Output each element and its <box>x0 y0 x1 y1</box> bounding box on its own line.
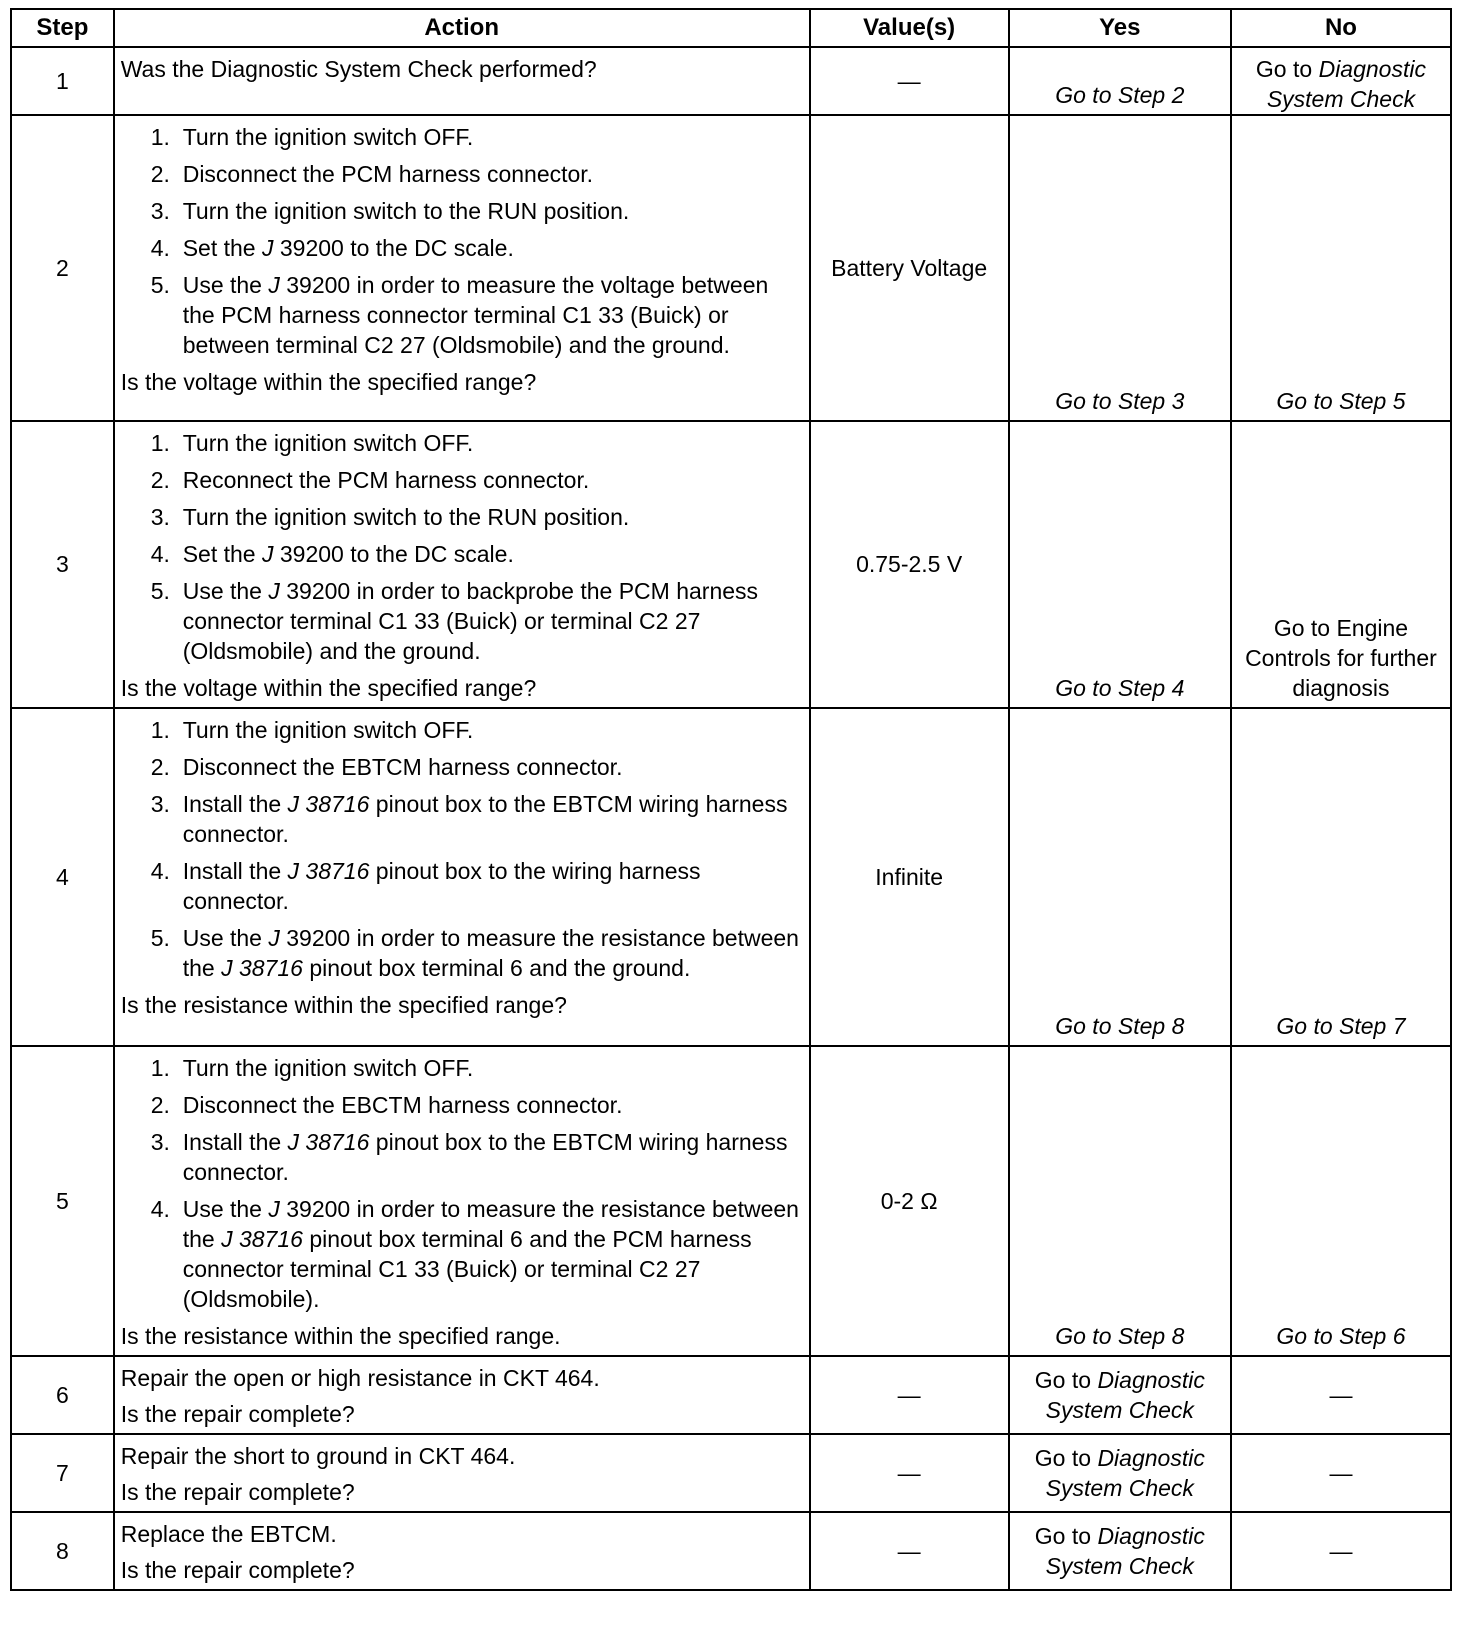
action-item: 3. Turn the ignition switch to the RUN position. <box>150 198 630 224</box>
action-item: 1. Turn the ignition switch OFF. <box>150 430 474 456</box>
action-steps <box>121 1053 803 1314</box>
yes-link[interactable]: Go to Step 8 <box>1055 1013 1185 1039</box>
action-cell <box>114 1356 810 1434</box>
step-number: 7 <box>11 1434 114 1512</box>
yes-link[interactable]: Go to Diagnostic System Check <box>1034 1445 1205 1501</box>
table-row <box>11 421 1451 708</box>
step-number: 4 <box>11 708 114 1046</box>
yes-cell <box>1009 1434 1231 1512</box>
yes-link[interactable]: Go to Step 8 <box>1055 1323 1185 1349</box>
yes-cell <box>1009 1512 1231 1590</box>
action-text: Replace the EBTCM. <box>120 1521 337 1547</box>
step-number: 3 <box>11 421 114 708</box>
no-link[interactable]: Go to Step 7 <box>1276 1013 1406 1039</box>
action-item: 1. Turn the ignition switch OFF. <box>150 717 474 743</box>
action-question: Is the resistance within the specified range? <box>120 992 567 1018</box>
table-row <box>11 1434 1451 1512</box>
yes-cell <box>1009 1046 1231 1356</box>
no-cell <box>1231 421 1451 708</box>
header-step: Step <box>11 9 114 47</box>
action-cell <box>114 1046 810 1356</box>
action-item: 4. Install the J 38716 pinout box to the wiring harness connector. <box>150 858 701 914</box>
action-cell <box>114 47 810 115</box>
action-question: Is the resistance within the specified range. <box>120 1323 561 1349</box>
action-question: Is the repair complete? <box>120 1401 355 1427</box>
action-cell <box>114 708 810 1046</box>
action-cell <box>114 1512 810 1590</box>
no-link[interactable] <box>1232 48 1450 114</box>
yes-link[interactable]: Go to Diagnostic System Check <box>1034 1367 1205 1423</box>
action-item: 3. Turn the ignition switch to the RUN position. <box>150 504 630 530</box>
action-item: 4. Use the J 39200 in order to measure the resistance between the J 38716 pinout box terminal 6 and the PCM harness connector terminal C1 33 (Buick) or terminal C2 27 (Oldsmobile). <box>150 1196 799 1312</box>
action-item: 5. Use the J 39200 in order to measure the resistance between the J 38716 pinout box terminal 6 and the ground. <box>150 925 799 981</box>
no-cell <box>1231 47 1451 115</box>
yes-cell <box>1009 708 1231 1046</box>
table-row <box>11 708 1451 1046</box>
no-cell: — <box>1231 1434 1451 1512</box>
yes-link[interactable]: Go to Diagnostic System Check <box>1034 1523 1205 1579</box>
action-item: 5. Use the J 39200 in order to backprobe the PCM harness connector terminal C1 33 (Buick) or terminal C2 27 (Oldsmobile) and the ground. <box>150 578 759 664</box>
yes-cell <box>1009 1356 1231 1434</box>
action-text: Repair the open or high resistance in CKT 464. <box>120 1365 600 1391</box>
table-row <box>11 115 1451 421</box>
value-cell: — <box>810 1434 1009 1512</box>
yes-link[interactable]: Go to Step 4 <box>1055 675 1185 701</box>
action-question: Is the repair complete? <box>120 1479 355 1505</box>
action-item: 2. Reconnect the PCM harness connector. <box>150 467 590 493</box>
table-row <box>11 47 1451 115</box>
table-row <box>11 1356 1451 1434</box>
no-cell <box>1231 1046 1451 1356</box>
no-cell: — <box>1231 1356 1451 1434</box>
yes-link[interactable]: Go to Step 3 <box>1055 388 1185 414</box>
value-cell: Infinite <box>810 708 1009 1046</box>
value-cell: — <box>810 47 1009 115</box>
no-link[interactable]: Go to Engine Controls for further diagnosis <box>1245 615 1437 701</box>
action-cell <box>114 115 810 421</box>
action-item: 3. Install the J 38716 pinout box to the EBTCM wiring harness connector. <box>150 791 788 847</box>
diagnostic-table <box>10 8 1452 1591</box>
action-item: 2. Disconnect the EBCTM harness connector. <box>150 1092 623 1118</box>
action-text: Was the Diagnostic System Check performed? <box>120 56 597 82</box>
action-item: 1. Turn the ignition switch OFF. <box>150 1055 474 1081</box>
value-cell: — <box>810 1512 1009 1590</box>
header-row <box>11 9 1451 47</box>
action-item: 2. Disconnect the EBTCM harness connector. <box>150 754 623 780</box>
step-number: 1 <box>11 47 114 115</box>
no-cell <box>1231 708 1451 1046</box>
action-item: 1. Turn the ignition switch OFF. <box>150 124 474 150</box>
no-cell: — <box>1231 1512 1451 1590</box>
no-link[interactable]: Go to Step 6 <box>1276 1323 1406 1349</box>
action-item: 3. Install the J 38716 pinout box to the EBTCM wiring harness connector. <box>150 1129 788 1185</box>
action-question: Is the voltage within the specified range? <box>120 369 537 395</box>
yes-link[interactable]: Go to Step 2 <box>1055 82 1185 108</box>
action-question: Is the voltage within the specified range? <box>120 675 537 701</box>
step-number: 6 <box>11 1356 114 1434</box>
no-link-prefix: Go to <box>1255 56 1319 82</box>
value-cell: 0.75-2.5 V <box>810 421 1009 708</box>
action-item: 4. Set the J 39200 to the DC scale. <box>150 235 514 261</box>
table-row <box>11 1512 1451 1590</box>
yes-cell <box>1009 115 1231 421</box>
no-link[interactable]: Go to Step 5 <box>1276 388 1406 414</box>
header-yes: Yes <box>1009 9 1231 47</box>
action-steps <box>121 122 803 360</box>
yes-cell <box>1009 47 1231 115</box>
value-cell: — <box>810 1356 1009 1434</box>
action-cell <box>114 1434 810 1512</box>
table-row <box>11 1046 1451 1356</box>
action-question: Is the repair complete? <box>120 1557 355 1583</box>
action-item: 2. Disconnect the PCM harness connector. <box>150 161 594 187</box>
value-cell: 0-2 Ω <box>810 1046 1009 1356</box>
step-number: 5 <box>11 1046 114 1356</box>
action-steps <box>121 715 803 983</box>
no-cell <box>1231 115 1451 421</box>
header-values: Value(s) <box>810 9 1009 47</box>
step-number: 2 <box>11 115 114 421</box>
action-item: 4. Set the J 39200 to the DC scale. <box>150 541 514 567</box>
action-item: 5. Use the J 39200 in order to measure the voltage between the PCM harness connector terminal C1 33 (Buick) or between terminal C2 27 (Oldsmobile) and the ground. <box>150 272 769 358</box>
step-number: 8 <box>11 1512 114 1590</box>
action-steps <box>121 428 803 666</box>
value-cell: Battery Voltage <box>810 115 1009 421</box>
action-cell <box>114 421 810 708</box>
header-no: No <box>1231 9 1451 47</box>
yes-cell <box>1009 421 1231 708</box>
action-text: Repair the short to ground in CKT 464. <box>120 1443 516 1469</box>
header-action: Action <box>114 9 810 47</box>
no-link-target: Diagnostic System Check <box>1266 56 1426 112</box>
